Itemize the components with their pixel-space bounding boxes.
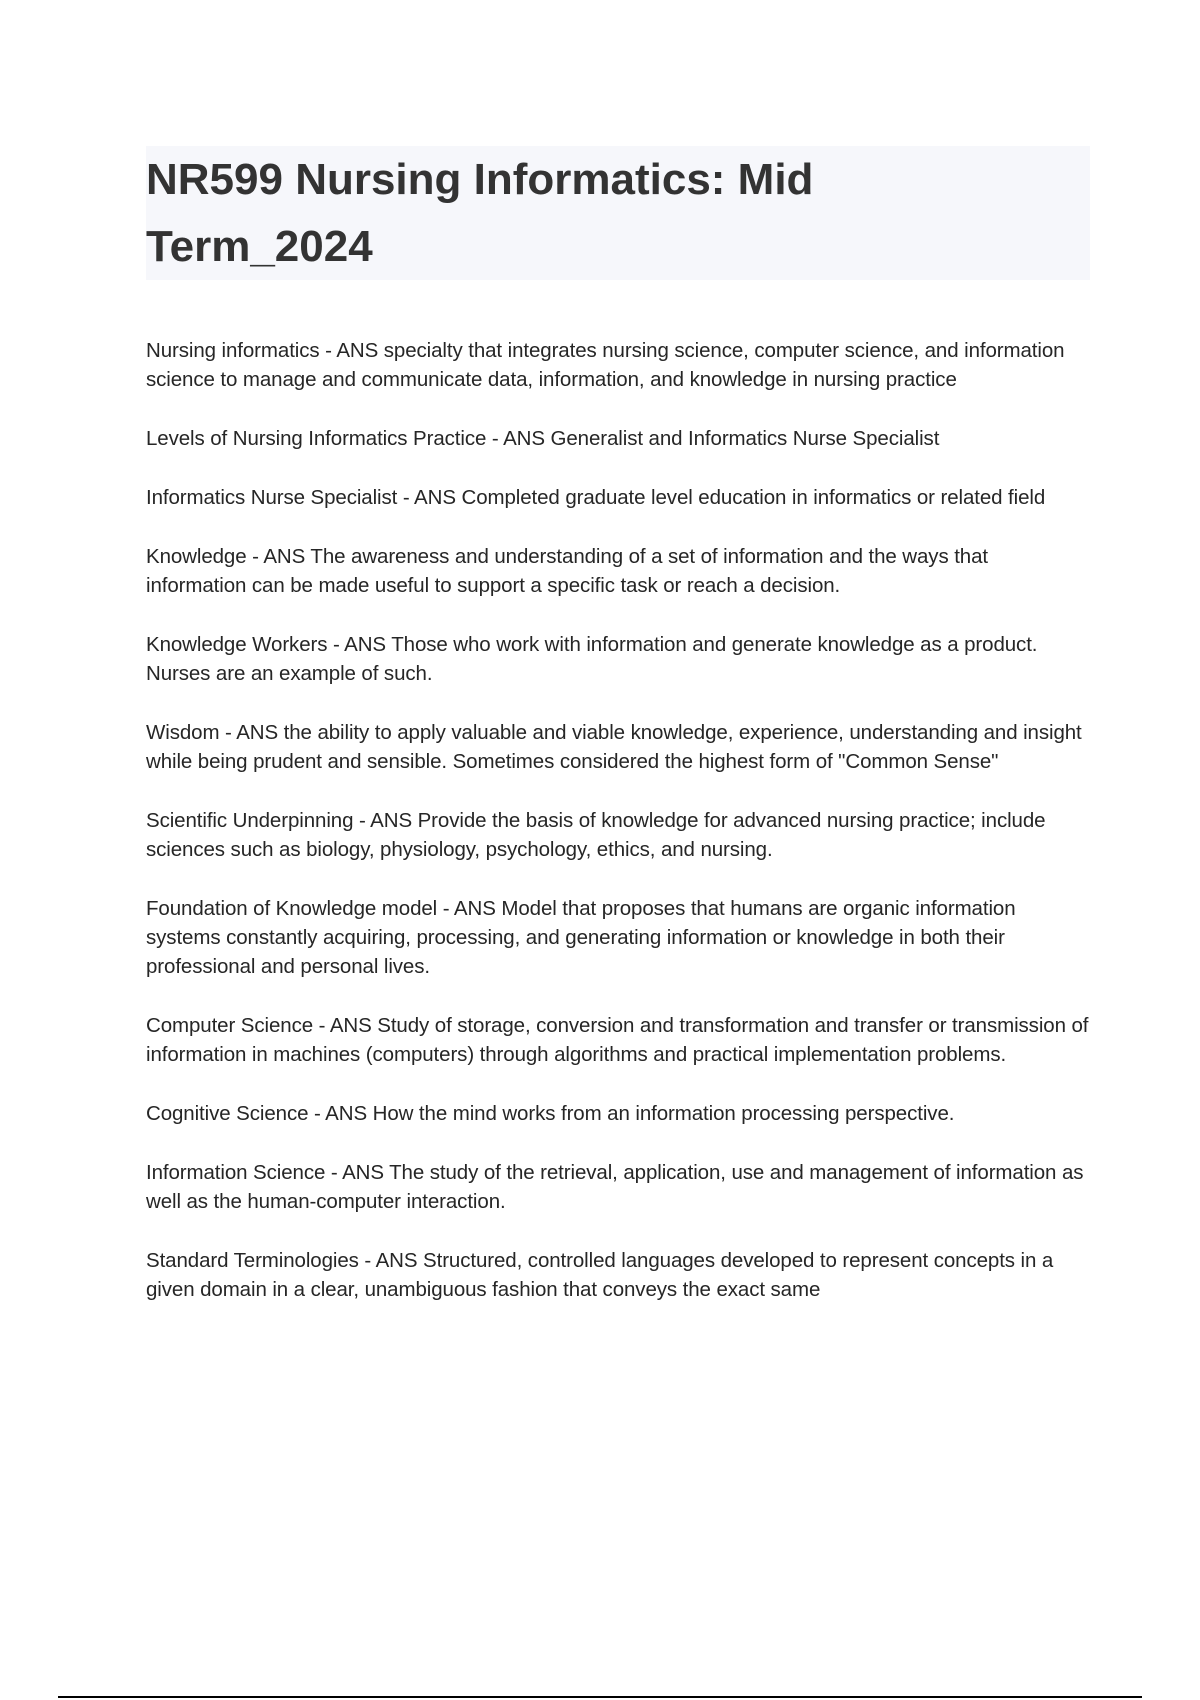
entry-item: Levels of Nursing Informatics Practice - ANS Generalist and Informatics Nurse Specialist — [146, 427, 940, 450]
entry-item: Knowledge - ANS The awareness and understanding of a set of information and the ways that information can be made useful to support a specific task or reach a decision. — [146, 545, 989, 597]
entry-item: Information Science - ANS The study of the retrieval, application, use and management of information as well as the human-computer interaction. — [146, 1161, 1084, 1213]
entry-item: Foundation of Knowledge model - ANS Model that proposes that humans are organic information systems constantly acquiring, processing, and generating information or knowledge in both their professional and personal lives. — [146, 897, 1016, 978]
entry-item: Nursing informatics - ANS specialty that integrates nursing science, computer science, and information science to manage and communicate data, information, and knowledge in nursing practice — [146, 339, 1065, 391]
entry-item: Cognitive Science - ANS How the mind works from an information processing perspective. — [146, 1102, 955, 1125]
page-title: NR599 Nursing Informatics: Mid Term_2024 — [146, 155, 814, 271]
entry-item: Knowledge Workers - ANS Those who work with information and generate knowledge as a product. Nurses are an example of such. — [146, 633, 1038, 685]
page-bottom-divider — [58, 1696, 1142, 1698]
entry-item: Scientific Underpinning - ANS Provide the basis of knowledge for advanced nursing practice; include sciences such as biology, physiology, psychology, ethics, and nursing. — [146, 809, 1046, 861]
entry-item: Wisdom - ANS the ability to apply valuable and viable knowledge, experience, understanding and insight while being prudent and sensible. Sometimes considered the highest form of "Common Sense" — [146, 721, 1082, 773]
entry-item: Computer Science - ANS Study of storage, conversion and transformation and transfer or transmission of information in machines (computers) through algorithms and practical implementation problems. — [146, 1014, 1089, 1066]
entries-list — [146, 336, 1090, 1334]
entry-item: Standard Terminologies - ANS Structured, controlled languages developed to represent concepts in a given domain in a clear, unambiguous fashion that conveys the exact same — [146, 1249, 1054, 1301]
title-banner — [146, 146, 1090, 280]
entry-item: Informatics Nurse Specialist - ANS Completed graduate level education in informatics or related field — [146, 486, 1046, 509]
